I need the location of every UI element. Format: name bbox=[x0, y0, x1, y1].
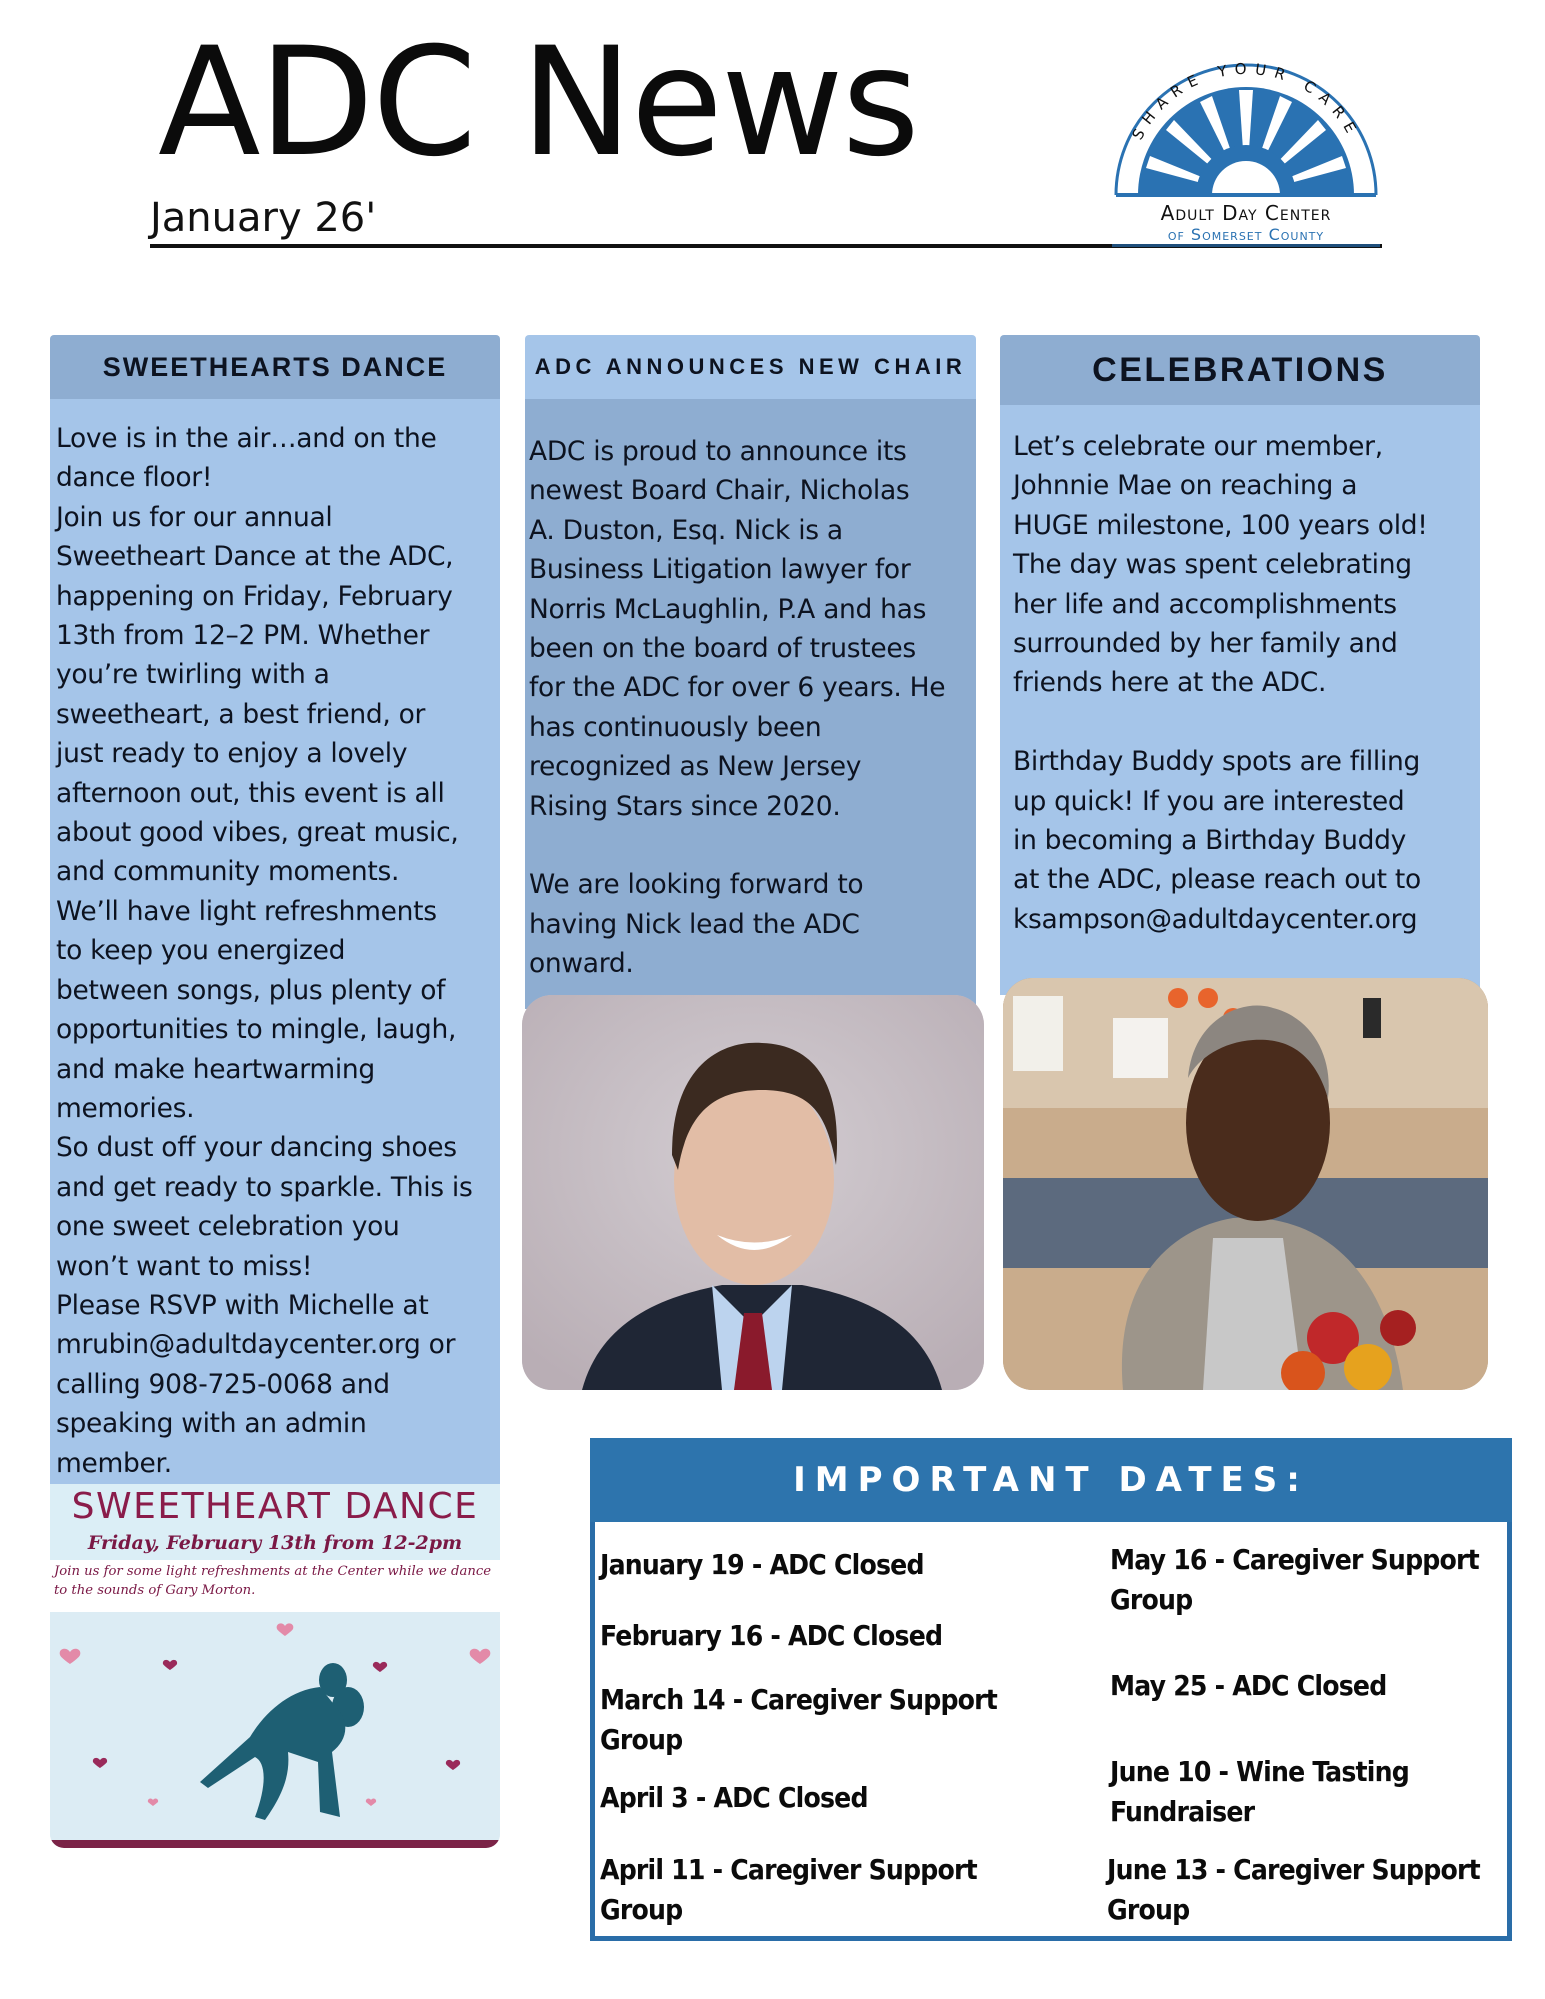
sweethearts-dance-heading: SWEETHEARTS DANCE bbox=[50, 335, 500, 399]
celebrations-article: Let’s celebrate our member, Johnnie Mae on reaching a HUGE milestone, 100 years old! The day was spent celebrating her life and accomplishments surrounded by her family and friends here at the ADC. Birthday Buddy spots are filling up quick! If you are interested in becoming a Birthday Buddy at the ADC, please reach out to ksampson@adultdaycenter.org bbox=[1000, 405, 1480, 995]
date-item: May 25 - ADC Closed bbox=[1110, 1669, 1387, 1702]
issue-date: January 26' bbox=[150, 195, 377, 241]
important-dates-heading: IMPORTANT DATES: bbox=[590, 1438, 1512, 1522]
sweetheart-dance-flyer bbox=[50, 1484, 500, 1848]
celebrant-photo bbox=[1003, 978, 1488, 1390]
newsletter-title: ADC News bbox=[158, 16, 918, 190]
flyer-title: SWEETHEART DANCE bbox=[71, 1486, 479, 1527]
adc-logo bbox=[1108, 50, 1384, 248]
board-chair-photo bbox=[522, 995, 984, 1390]
date-item: May 16 - Caregiver Support Group bbox=[1110, 1543, 1479, 1616]
date-item: February 16 - ADC Closed bbox=[600, 1619, 943, 1652]
flyer-subtitle: Friday, February 13th from 12-2pm bbox=[87, 1532, 463, 1554]
celebrations-heading: CELEBRATIONS bbox=[1000, 335, 1480, 405]
date-item: April 11 - Caregiver Support Group bbox=[600, 1853, 977, 1926]
date-item: April 3 - ADC Closed bbox=[600, 1781, 868, 1814]
logo-org-county: of Somerset County bbox=[1167, 225, 1325, 244]
flyer-description-band bbox=[50, 1560, 500, 1612]
logo-org-name: Adult Day Center bbox=[1160, 201, 1332, 225]
date-item: June 10 - Wine Tasting Fundraiser bbox=[1110, 1755, 1409, 1828]
dancing-couple-illustration bbox=[50, 1612, 500, 1840]
date-item: June 13 - Caregiver Support Group bbox=[1107, 1853, 1480, 1926]
new-chair-heading: ADC ANNOUNCES NEW CHAIR bbox=[525, 335, 976, 399]
flyer-footer-band bbox=[50, 1840, 500, 1848]
important-dates-box bbox=[590, 1438, 1512, 1941]
logo-arc-text: SHARE YOUR CARE bbox=[1128, 59, 1364, 143]
date-item: January 19 - ADC Closed bbox=[600, 1548, 924, 1581]
flyer-description: Join us for some light refreshments at the Center while we dance to the sounds of Gary Morton. bbox=[54, 1564, 492, 1598]
date-item: March 14 - Caregiver Support Group bbox=[600, 1683, 998, 1756]
new-chair-article: ADC is proud to announce its newest Board Chair, Nicholas A. Duston, Esq. Nick is a Business Litigation lawyer for Norris McLaughlin, P.A and has been on the board of trustees for the ADC for over 6 years. He has continuously been recognized as New Jersey Rising Stars since 2020. We are looking forward to having Nick lead the ADC onward. bbox=[525, 399, 976, 1009]
sweethearts-dance-article: Love is in the air…and on the dance floor! Join us for our annual Sweetheart Dance at the ADC, happening on Friday, February 13th from 12–2 PM. Whether you’re twirling with a sweetheart, a best friend, or just ready to enjoy a lovely afternoon out, this event is all about good vibes, great music, and community moments. We’ll have light refreshments to keep you energized between songs, plus plenty of opportunities to mingle, laugh, and make heartwarming memories. So dust off your dancing shoes and get ready to sparkle. This is one sweet celebration you won’t want to miss! Please RSVP with Michelle at mrubin@adultdaycenter.org or calling 908-725-0068 and speaking with an admin member. bbox=[50, 399, 500, 1489]
